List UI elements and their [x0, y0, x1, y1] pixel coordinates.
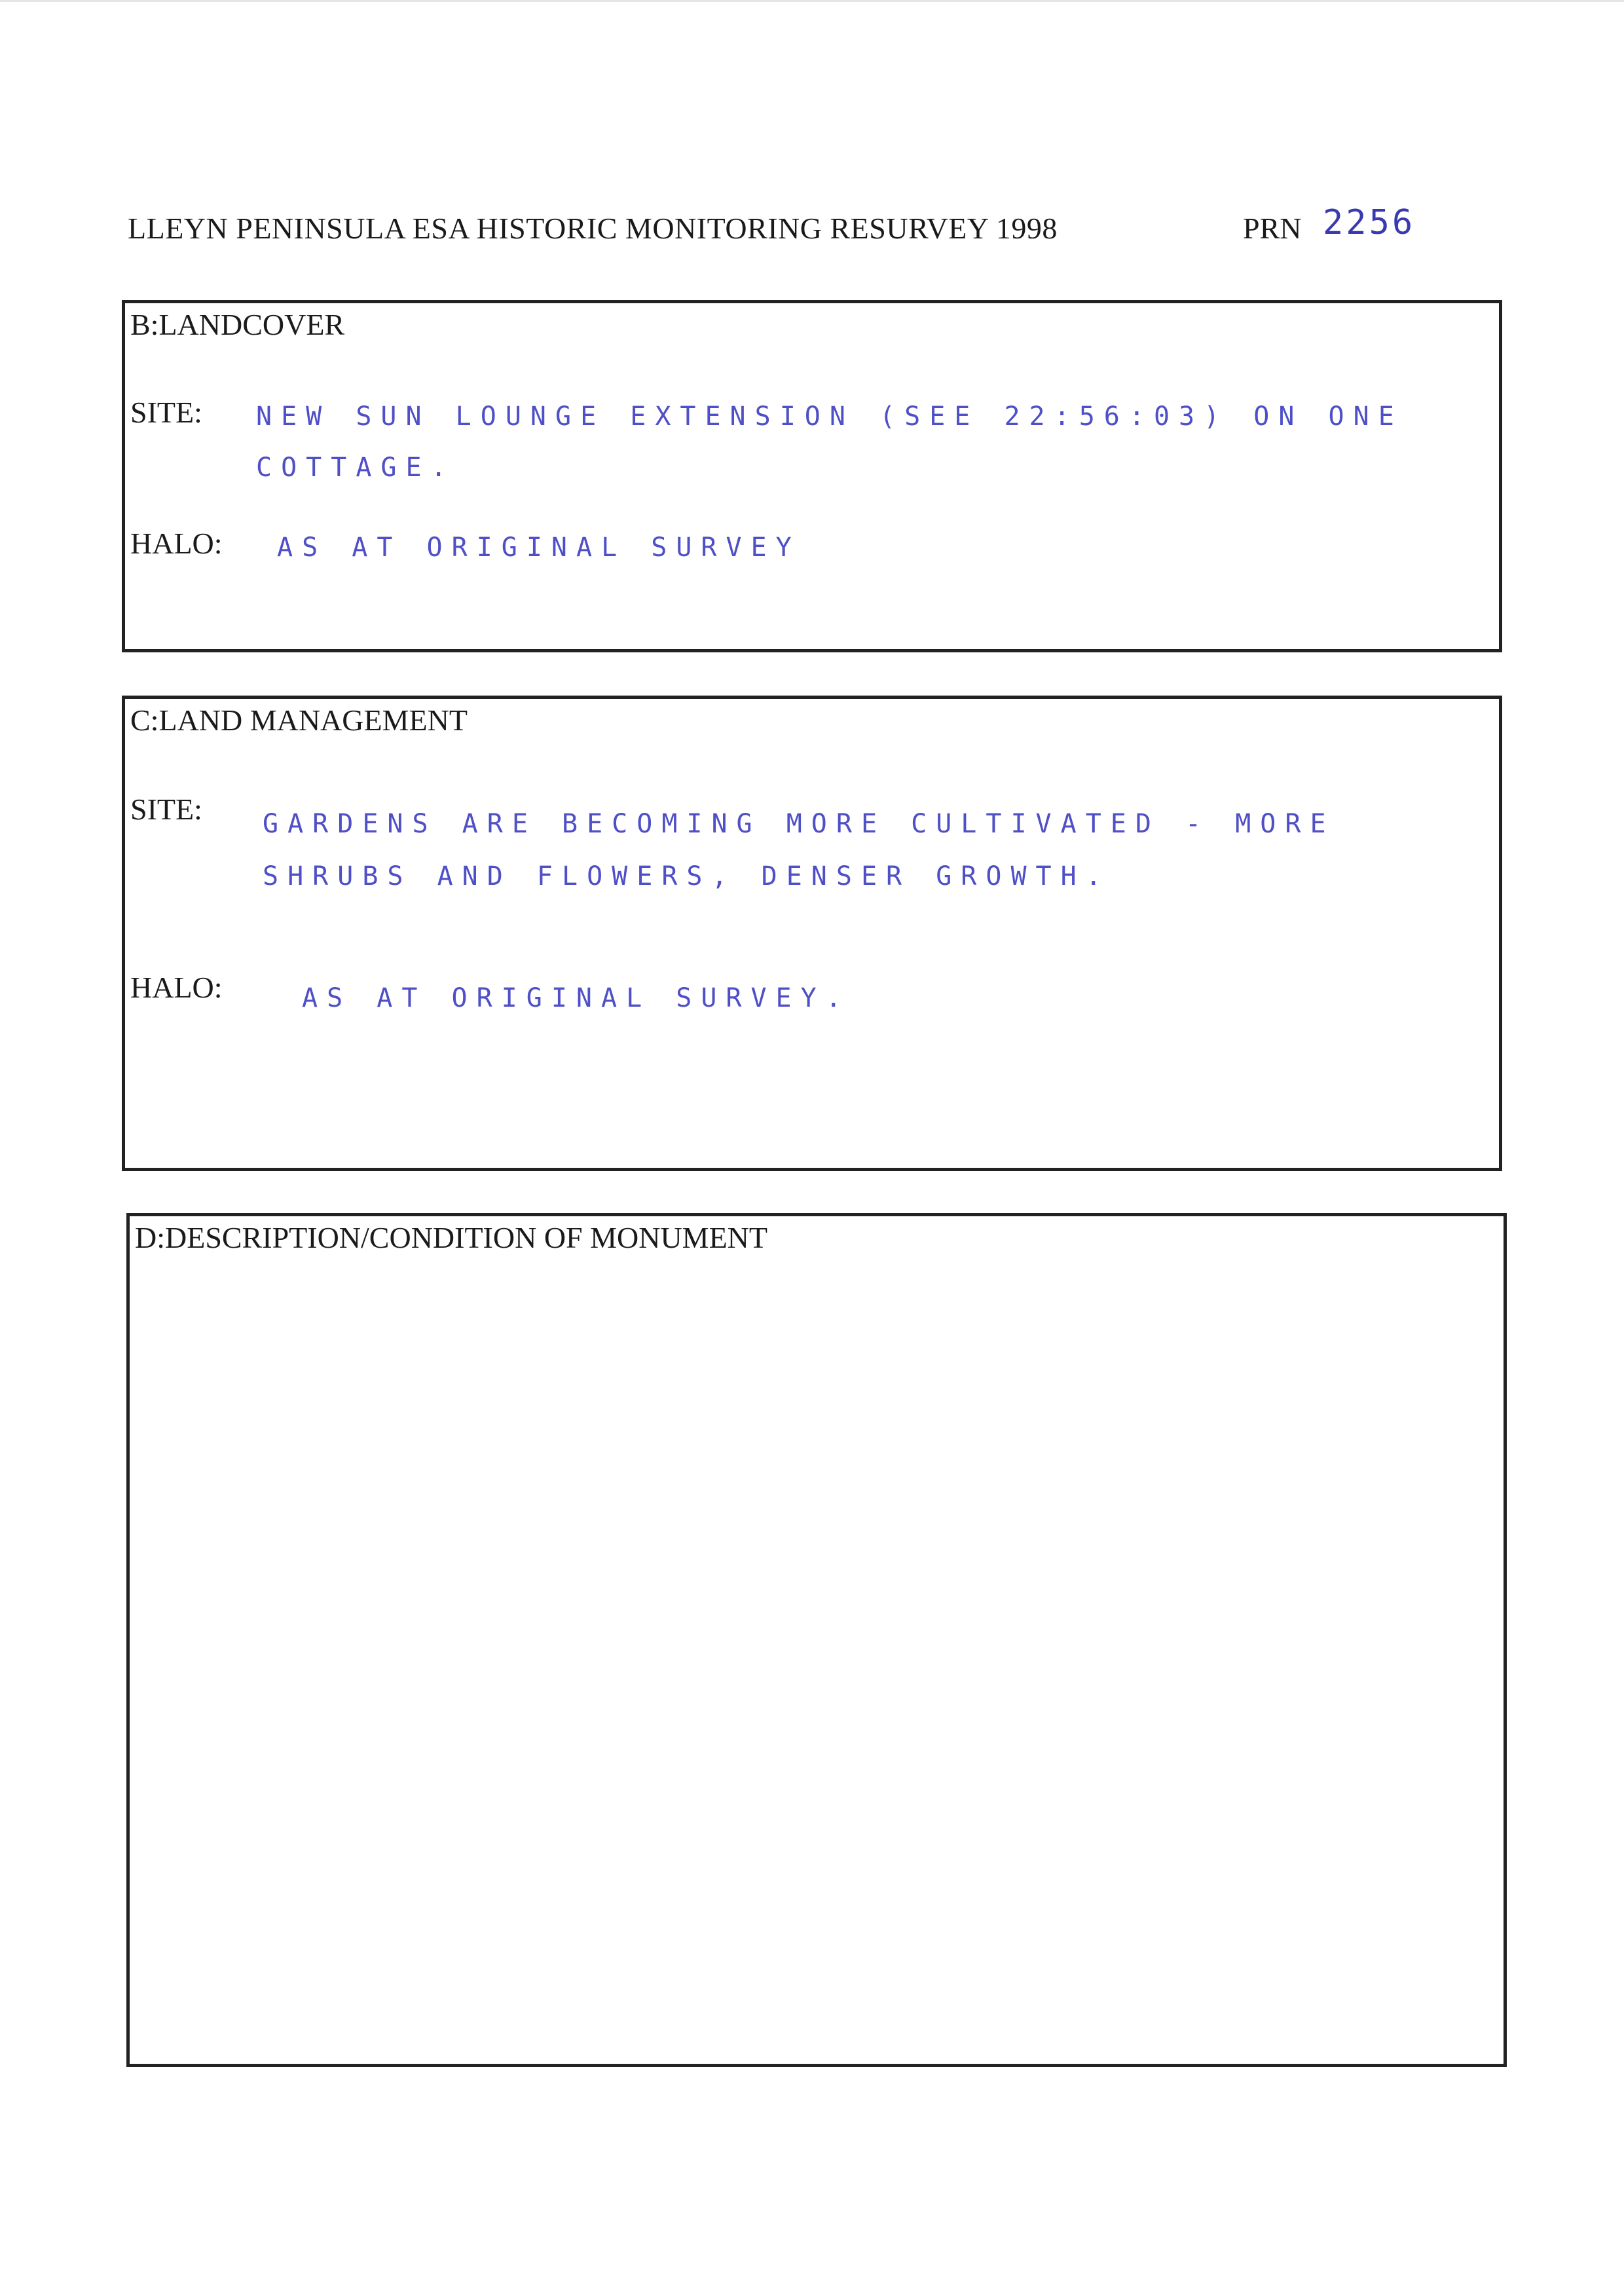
land-management-halo-label: HALO:: [130, 971, 223, 1004]
land-management-site-line: SHRUBS AND FLOWERS, DENSER GROWTH.: [263, 861, 1111, 891]
landcover-section: [122, 300, 1502, 652]
prn-value: 2256: [1323, 203, 1416, 242]
land-management-heading: C:LAND MANAGEMENT: [130, 703, 468, 737]
land-management-section: [122, 696, 1502, 1171]
landcover-site-label: SITE:: [130, 396, 202, 429]
form-title: LLEYN PENINSULA ESA HISTORIC MONITORING RESURVEY 1998: [128, 212, 1058, 245]
land-management-site-line: GARDENS ARE BECOMING MORE CULTIVATED - MORE: [263, 809, 1335, 839]
land-management-halo-line: AS AT ORIGINAL SURVEY.: [302, 983, 851, 1013]
landcover-site-line: COTTAGE.: [256, 453, 456, 483]
land-management-site-label: SITE:: [130, 793, 202, 826]
description-section: [126, 1213, 1507, 2067]
description-heading: D:DESCRIPTION/CONDITION OF MONUMENT: [135, 1221, 767, 1254]
prn-label: PRN: [1243, 212, 1302, 245]
landcover-halo-label: HALO:: [130, 527, 223, 560]
landcover-halo-line: AS AT ORIGINAL SURVEY: [277, 532, 801, 563]
landcover-site-line: NEW SUN LOUNGE EXTENSION (SEE 22:56:03) ON ONE: [256, 401, 1403, 432]
landcover-heading: B:LANDCOVER: [130, 308, 345, 341]
